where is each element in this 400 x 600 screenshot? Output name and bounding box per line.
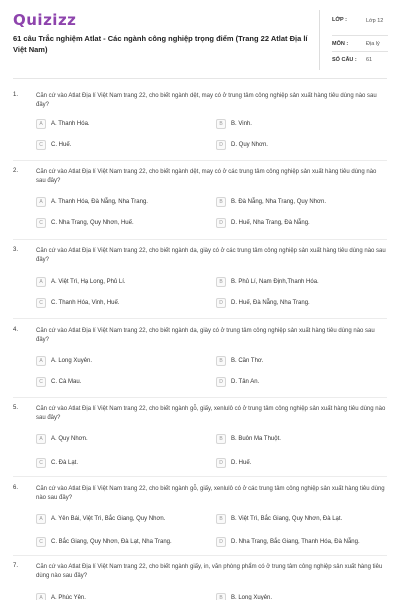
option-letter-box: A — [36, 434, 46, 444]
option-c[interactable] — [36, 138, 71, 151]
meta-label-class: LỚP : — [332, 17, 347, 23]
option-letter-box: B — [216, 119, 226, 129]
question-separator — [13, 476, 387, 477]
option-text: B. Vinh. — [231, 120, 252, 127]
option-letter-box: A — [36, 277, 46, 287]
option-text: B. Cần Thơ. — [231, 357, 264, 364]
question-separator — [13, 318, 387, 319]
meta-label-subject: MÔN : — [332, 41, 349, 47]
question-separator — [13, 555, 387, 556]
option-d[interactable] — [216, 138, 268, 151]
option-letter-box: B — [216, 593, 226, 600]
option-c[interactable] — [36, 535, 172, 548]
option-text: A. Phúc Yên. — [51, 594, 86, 600]
option-d[interactable] — [216, 456, 251, 469]
question-number: 1. — [13, 92, 19, 98]
option-text: C. Cà Mau. — [51, 378, 82, 385]
question-number: 7. — [13, 563, 19, 569]
option-b[interactable] — [216, 117, 252, 130]
worksheet-title: 61 câu Trắc nghiệm Atlat - Các ngành công nghiệp trọng điểm (Trang 22 Atlat Địa lí Việt Nam) — [13, 34, 308, 54]
option-d[interactable] — [216, 216, 310, 229]
question-number: 5. — [13, 405, 19, 411]
quizizz-logo: Quizizz — [13, 11, 77, 29]
question-text: Căn cứ vào Atlat Địa lí Việt Nam trang 22, cho biết ngành da, giày có ở trung tâm công nghiệp sản xuất hàng tiêu dùng nào sau đây? — [36, 328, 375, 343]
option-letter-box: C — [36, 537, 46, 547]
question-number: 4. — [13, 327, 19, 333]
option-letter-box: D — [216, 537, 226, 547]
option-text: C. Bắc Giang, Quy Nhơn, Đà Lạt, Nha Trang. — [51, 538, 172, 545]
option-text: D. Tân An. — [231, 378, 260, 385]
option-c[interactable] — [36, 375, 81, 388]
question-number: 6. — [13, 485, 19, 491]
meta-label-count: SỐ CÂU : — [332, 57, 357, 63]
option-b[interactable] — [216, 512, 342, 525]
option-text: D. Huế. — [231, 459, 252, 466]
option-a[interactable] — [36, 432, 88, 445]
option-a[interactable] — [36, 354, 92, 367]
option-letter-box: A — [36, 593, 46, 600]
question-separator — [13, 239, 387, 240]
header-divider — [319, 10, 320, 70]
option-text: A. Long Xuyên. — [51, 357, 93, 364]
option-letter-box: A — [36, 356, 46, 366]
option-text: B. Đà Nẵng, Nha Trang, Quy Nhơn. — [231, 198, 326, 205]
option-b[interactable] — [216, 195, 326, 208]
option-letter-box: C — [36, 298, 46, 308]
question-text: Căn cứ vào Atlat Địa lí Việt Nam trang 22, cho biết ngành da, giày có ở các trung tâm công nghiệp sản xuất hàng tiêu dùng nào sau đây? — [36, 248, 386, 263]
option-b[interactable] — [216, 354, 264, 367]
option-letter-box: D — [216, 458, 226, 468]
option-letter-box: D — [216, 218, 226, 228]
option-c[interactable] — [36, 456, 78, 469]
option-text: A. Quy Nhơn. — [51, 435, 88, 442]
option-letter-box: C — [36, 140, 46, 150]
option-letter-box: C — [36, 218, 46, 228]
option-letter-box: B — [216, 277, 226, 287]
option-letter-box: C — [36, 377, 46, 387]
meta-value-subject: Địa lý — [366, 41, 380, 47]
question-separator — [13, 397, 387, 398]
question-text: Căn cứ vào Atlat Địa lí Việt Nam trang 22, cho biết ngành giấy, in, văn phòng phẩm có ở trung tâm công nghiệp sản xuất hàng tiêu dùng nào sau đây? — [36, 564, 383, 579]
option-letter-box: B — [216, 514, 226, 524]
meta-separator — [332, 51, 388, 52]
option-a[interactable] — [36, 117, 90, 130]
option-a[interactable] — [36, 591, 86, 600]
option-text: D. Nha Trang, Bắc Giang, Thanh Hóa, Đà Nẵng. — [231, 538, 360, 545]
option-text: A. Việt Trì, Hạ Long, Phủ Lí. — [51, 278, 126, 285]
option-text: C. Thanh Hóa, Vinh, Huế. — [51, 299, 120, 306]
option-b[interactable] — [216, 275, 319, 288]
option-text: B. Long Xuyên. — [231, 594, 273, 600]
question-number: 2. — [13, 168, 19, 174]
option-letter-box: D — [216, 377, 226, 387]
meta-separator — [332, 35, 388, 36]
question-separator — [13, 160, 387, 161]
option-text: D. Quy Nhơn. — [231, 141, 268, 148]
option-d[interactable] — [216, 535, 360, 548]
option-a[interactable] — [36, 512, 165, 525]
question-text: Căn cứ vào Atlat Địa lí Việt Nam trang 22, cho biết ngành gỗ, giấy, xenlulô có ở trung tâm công nghiệp sản xuất hàng tiêu dùng nào sau đây? — [36, 406, 386, 421]
meta-value-count: 61 — [366, 57, 373, 63]
option-text: D. Huế, Đà Nẵng, Nha Trang. — [231, 299, 310, 306]
option-text: D. Huế, Nha Trang, Đà Nẵng. — [231, 219, 310, 226]
option-text: C. Đà Lạt. — [51, 459, 79, 466]
question-text: Căn cứ vào Atlat Địa lí Việt Nam trang 22, cho biết ngành dệt, may có ở trung tâm công nghiệp sản xuất hàng tiêu dùng nào sau đây? — [36, 93, 377, 108]
option-text: A. Yên Bái, Việt Trì, Bắc Giang, Quy Nhơn. — [51, 515, 166, 522]
option-text: C. Huế. — [51, 141, 72, 148]
header-bottom-divider — [13, 78, 387, 79]
option-b[interactable] — [216, 591, 272, 600]
option-letter-box: D — [216, 140, 226, 150]
option-letter-box: A — [36, 197, 46, 207]
option-b[interactable] — [216, 432, 281, 445]
option-text: A. Thanh Hóa. — [51, 120, 90, 127]
option-letter-box: C — [36, 458, 46, 468]
question-text: Căn cứ vào Atlat Địa lí Việt Nam trang 22, cho biết ngành gỗ, giấy, xenlulô có ở các trung tâm công nghiệp sản xuất hàng tiêu dùng nào sau đây? — [36, 486, 385, 501]
option-a[interactable] — [36, 195, 148, 208]
option-c[interactable] — [36, 296, 120, 309]
option-letter-box: B — [216, 356, 226, 366]
option-d[interactable] — [216, 296, 310, 309]
meta-value-class: Lớp 12 — [366, 18, 384, 24]
option-text: C. Nha Trang, Quy Nhơn, Huế. — [51, 219, 134, 226]
option-text: A. Thanh Hóa, Đà Nẵng, Nha Trang. — [51, 198, 148, 205]
question-text: Căn cứ vào Atlat Địa lí Việt Nam trang 22, cho biết ngành dệt, may có ở các trung tâm công nghiệp sản xuất hàng tiêu dùng nào sau đây? — [36, 169, 377, 184]
option-text: B. Phủ Lí, Nam Định,Thanh Hóa. — [231, 278, 319, 285]
option-text: B. Việt Trì, Bắc Giang, Quy Nhơn, Đà Lạt. — [231, 515, 343, 522]
option-c[interactable] — [36, 216, 134, 229]
option-letter-box: B — [216, 197, 226, 207]
option-letter-box: A — [36, 119, 46, 129]
option-letter-box: A — [36, 514, 46, 524]
option-letter-box: D — [216, 298, 226, 308]
option-a[interactable] — [36, 275, 126, 288]
option-text: B. Buôn Ma Thuột. — [231, 435, 281, 442]
option-d[interactable] — [216, 375, 259, 388]
question-number: 3. — [13, 247, 19, 253]
option-letter-box: B — [216, 434, 226, 444]
